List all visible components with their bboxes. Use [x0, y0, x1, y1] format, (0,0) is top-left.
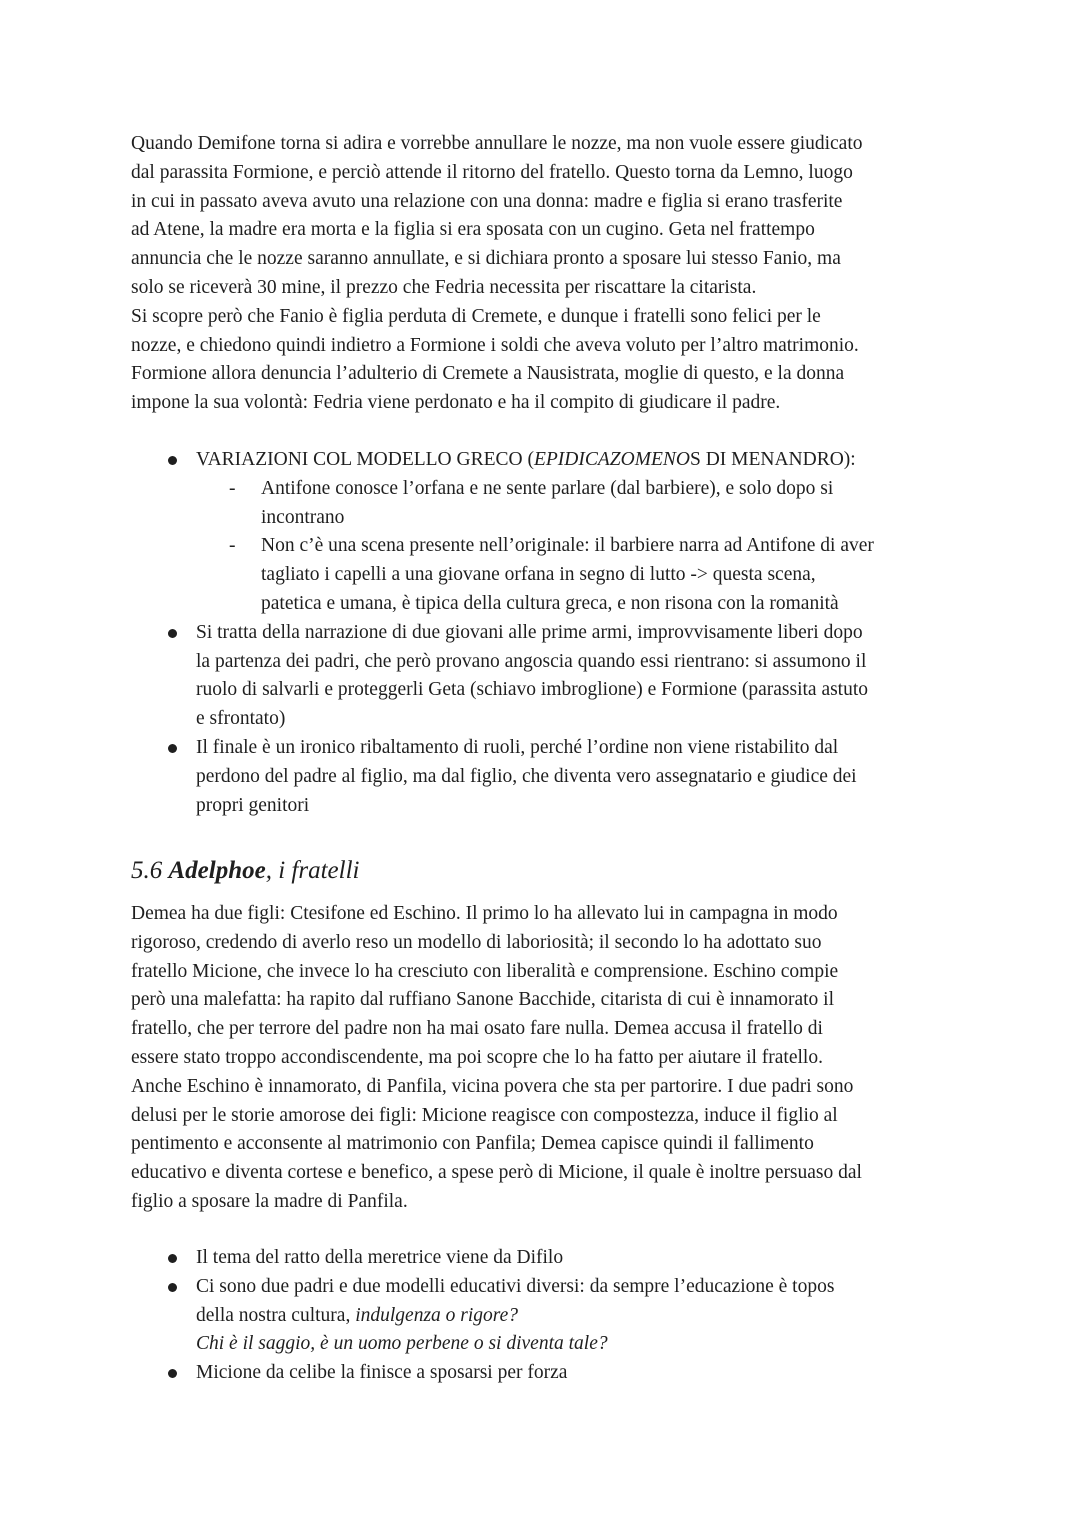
italic-text: EPIDICAZOMENO — [533, 449, 690, 470]
text-line: Non c’è una scena presente nell’originale: il barbiere narra ad Antifone di aver — [261, 535, 874, 557]
sub-list-item — [131, 475, 961, 533]
text-line: però una malefatta: ha rapito dal ruffiano Sanone Bacchide, citarista di cui è innamorato il — [131, 989, 834, 1011]
bullet-dot — [168, 1254, 177, 1263]
text-line: annuncia che le nozze saranno annullate, e si dichiara pronto a sposare lui stesso Fanio, ma — [131, 248, 841, 270]
text-line — [196, 1330, 961, 1359]
text-line: Ci sono due padri e due modelli educativi diversi: da sempre l’educazione è topos — [196, 1275, 835, 1297]
paragraph-adelphoe-plot — [131, 900, 961, 1217]
text-line: Demea ha due figli: Ctesifone ed Eschino. Il primo lo ha allevato lui in campagna in modo — [131, 903, 838, 924]
text-line: Si tratta della narrazione di due giovani alle prime armi, improvvisamente liberi dopo — [196, 621, 863, 643]
text-line: essere stato troppo accondiscendente, ma poi scopre che lo ha fatto per aiutare il fratello. — [131, 1046, 823, 1068]
text-line: incontrano — [261, 506, 345, 528]
text-line: perdono del padre al figlio, ma dal figlio, che diventa vero assegnatario e giudice dei — [196, 765, 857, 787]
text-line: Anche Eschino è innamorato, di Panfila, vicina povera che sta per partorire. I due padri sono — [131, 1075, 854, 1097]
text-line: nozze, e chiedono quindi indietro a Formione i soldi che aveva voluto per l’altro matrimonio. — [131, 334, 859, 356]
text-line: la partenza dei padri, che però provano angoscia quando essi rientrano: si assumono il — [196, 650, 867, 672]
bullet-dot — [168, 744, 177, 753]
sub-list-item — [131, 532, 961, 618]
paragraph-phormio-plot — [131, 130, 961, 418]
dash-marker: - — [229, 535, 236, 557]
text-line: fratello, che per terrore del padre non ha mai osato fare nulla. Demea accusa il fratello di — [131, 1018, 823, 1040]
text-line: educativo e diventa cortese e benefico, a spese però di Micione, il quale è inoltre persuaso dal — [131, 1162, 862, 1184]
dash-marker: - — [229, 477, 236, 499]
text-line: pentimento e acconsente al matrimonio con Panfila; Demea capisce quindi il fallimento — [131, 1133, 814, 1155]
list-item — [131, 619, 961, 734]
text-line: figlio a sposare la madre di Panfila. — [131, 1190, 408, 1212]
text-line: ad Atene, la madre era morta e la figlia si era sposata con un cugino. Geta nel frattempo — [131, 219, 815, 241]
bullet-dot — [168, 1369, 177, 1378]
section-title-rest: , i fratelli — [265, 857, 360, 884]
text-line: dal parassita Formione, e perciò attende il ritorno del fratello. Questo torna da Lemno, luogo — [131, 161, 853, 183]
bullet-dot — [168, 456, 177, 465]
text-line: Micione da celibe la finisce a sposarsi per forza — [196, 1362, 568, 1384]
text-line: tagliato i capelli a una giovane orfana in segno di lutto -> questa scena, — [261, 564, 816, 586]
text-line: e sfrontato) — [196, 708, 286, 730]
text-line: in cui in passato aveva avuto una relazione con una donna: madre e figlia si erano trasferite — [131, 190, 843, 212]
text-line: Antifone conosce l’orfana e ne sente parlare (dal barbiere), e solo dopo si — [261, 477, 834, 499]
text-line: fratello Micione, che invece lo ha cresciuto con liberalità e comprensione. Eschino compie — [131, 960, 839, 982]
section-title-bold: Adelphoe — [168, 857, 266, 884]
bullet-dot — [168, 1283, 177, 1292]
text-segment: della nostra cultura, — [196, 1304, 356, 1326]
text-line: solo se riceverà 30 mine, il prezzo che Fedria necessita per riscattare la citarista. — [131, 276, 757, 298]
text-line: propri genitori — [196, 794, 310, 816]
list-item — [131, 734, 961, 820]
text-line: Si scopre però che Fanio è figlia perduta di Cremete, e dunque i fratelli sono felici per le — [131, 305, 821, 327]
text-line: Quando Demifone torna si adira e vorrebbe annullare le nozze, ma non vuole essere giudicato — [131, 133, 863, 154]
section-heading — [131, 855, 359, 887]
text-line: impone la sua volontà: Fedria viene perdonato e ha il compito di giudicare il padre. — [131, 392, 781, 414]
list-item — [131, 1244, 961, 1273]
italic-text: indulgenza o rigore? — [355, 1304, 519, 1326]
bullet-list-adelphoe-notes — [131, 1244, 961, 1388]
text-line: delusi per le storie amorose dei figli: Micione reagisce con compostezza, induce il figlio al — [131, 1104, 838, 1126]
section-number: 5.6 — [131, 857, 169, 884]
list-item — [131, 446, 961, 475]
text-line: Il tema del ratto della meretrice viene da Difilo — [196, 1247, 564, 1268]
text-line: rigoroso, credendo di averlo reso un modello di laboriosità; il secondo lo ha adottato suo — [131, 931, 822, 953]
bullet-dot — [168, 629, 177, 638]
list-item — [131, 1359, 961, 1388]
text-line: ruolo di salvarli e proteggerli Geta (schiavo imbroglione) e Formione (parassita astuto — [196, 679, 869, 701]
italic-text: Chi è il saggio, è un uomo perbene o si diventa tale? — [196, 1333, 608, 1355]
text-line: patetica e umana, è tipica della cultura greca, e non risona con la romanità — [261, 592, 839, 614]
list-item — [131, 1273, 961, 1359]
text-segment: S DI MENANDRO): — [689, 449, 856, 470]
bullet-list-phormio-notes — [131, 446, 961, 820]
text-line: Il finale è un ironico ribaltamento di ruoli, perché l’ordine non viene ristabilito dal — [196, 736, 839, 758]
list-item-text — [196, 446, 961, 475]
text-line — [196, 1302, 961, 1331]
text-line: Formione allora denuncia l’adulterio di Cremete a Nausistrata, moglie di questo, e la donna — [131, 363, 845, 385]
text-segment: VARIAZIONI COL MODELLO GRECO ( — [196, 449, 534, 470]
